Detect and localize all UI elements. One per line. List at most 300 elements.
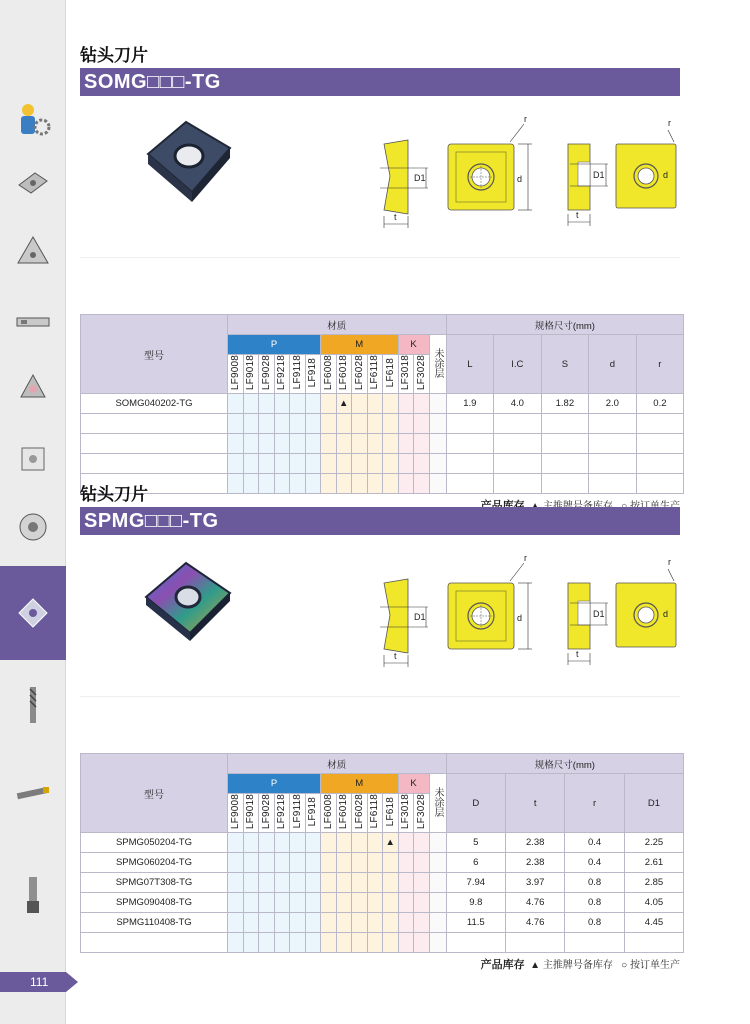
grade-cell xyxy=(321,394,337,414)
grade-cell xyxy=(383,893,399,913)
worker-gear-icon xyxy=(13,101,53,141)
grade-cell xyxy=(290,414,306,434)
grade-cell xyxy=(352,833,368,853)
model-cell xyxy=(81,434,228,454)
grade-cell xyxy=(414,913,430,933)
col-d: D xyxy=(446,774,505,833)
grade-header: LF3028 xyxy=(414,794,430,833)
grade-cell xyxy=(352,434,368,454)
col-s: S xyxy=(541,335,589,394)
grade-cell xyxy=(228,394,244,414)
spec-value-cell: 0.4 xyxy=(565,833,624,853)
grade-cell xyxy=(243,394,259,414)
grade-cell xyxy=(321,933,337,953)
sidebar-item-square-inserts[interactable] xyxy=(0,426,66,492)
threading-insert-icon xyxy=(13,367,53,407)
model-cell xyxy=(81,414,228,434)
grade-header: LF9018 xyxy=(243,794,259,833)
spec-value-cell: 4.0 xyxy=(494,394,542,414)
grade-header: LF6008 xyxy=(321,355,337,394)
insert-drawing xyxy=(80,535,680,697)
grade-cell xyxy=(383,873,399,893)
triangle-insert-icon xyxy=(13,231,53,271)
grade-cell xyxy=(321,913,337,933)
grade-cell xyxy=(259,933,275,953)
grade-cell xyxy=(243,933,259,953)
grade-cell xyxy=(290,893,306,913)
group-p: P xyxy=(228,335,321,355)
grade-cell xyxy=(274,893,290,913)
spec-value-cell: 0.8 xyxy=(565,873,624,893)
table-row xyxy=(81,853,684,873)
spec-value-cell: 4.05 xyxy=(624,893,683,913)
grade-cell xyxy=(274,454,290,474)
spec-value-cell: 0.2 xyxy=(636,394,684,414)
spec-value-cell: 2.38 xyxy=(506,853,565,873)
table-row xyxy=(81,833,684,853)
spec-value-cell xyxy=(541,434,589,454)
model-cell: SPMG060204-TG xyxy=(81,853,228,873)
grade-cell xyxy=(305,933,321,953)
col-r: r xyxy=(565,774,624,833)
grade-cell xyxy=(336,414,352,434)
grade-header: LF618 xyxy=(383,355,399,394)
group-p: P xyxy=(228,774,321,794)
d-label: d xyxy=(517,613,523,623)
section-somg xyxy=(80,44,680,514)
grade-cell xyxy=(274,414,290,434)
grade-cell xyxy=(367,913,383,933)
grade-cell xyxy=(336,853,352,873)
grade-cell xyxy=(228,853,244,873)
table-row xyxy=(81,933,684,953)
category-sidebar xyxy=(0,0,66,1024)
grade-cell xyxy=(274,933,290,953)
spec-value-cell: 5 xyxy=(446,833,505,853)
spec-value-cell xyxy=(446,414,494,434)
sidebar-item-drill-inserts[interactable] xyxy=(0,566,66,660)
turning-insert-icon xyxy=(13,163,53,203)
uncoated-cell xyxy=(429,933,446,953)
grade-cell xyxy=(367,873,383,893)
grade-cell xyxy=(414,454,430,474)
indexable-drill-icon xyxy=(13,875,53,915)
grade-cell xyxy=(228,414,244,434)
sidebar-item-turning-inserts[interactable] xyxy=(0,150,66,216)
grade-cell xyxy=(352,933,368,953)
spec-value-cell: 2.61 xyxy=(624,853,683,873)
grade-cell xyxy=(336,434,352,454)
grade-cell xyxy=(414,833,430,853)
uncoated-cell xyxy=(429,873,446,893)
model-cell: SOMG040202-TG xyxy=(81,394,228,414)
spec-value-cell xyxy=(506,933,565,953)
uncoated-header: 未涂层 xyxy=(429,335,446,394)
grade-header: LF9218 xyxy=(274,794,290,833)
grade-cell xyxy=(398,394,414,414)
spec-value-cell xyxy=(446,454,494,474)
grade-cell xyxy=(305,414,321,434)
grade-cell xyxy=(290,873,306,893)
table-row xyxy=(81,873,684,893)
grade-cell xyxy=(398,893,414,913)
table-row xyxy=(81,913,684,933)
grade-cell xyxy=(290,853,306,873)
grade-cell xyxy=(290,833,306,853)
sidebar-item-turning-tools[interactable] xyxy=(0,88,66,154)
spec-value-cell: 6 xyxy=(446,853,505,873)
grade-header: LF3018 xyxy=(398,355,414,394)
grade-cell xyxy=(243,913,259,933)
col-l: L xyxy=(446,335,494,394)
insert-dimension-views xyxy=(290,96,680,258)
grade-cell xyxy=(367,853,383,873)
spec-value-cell: 7.94 xyxy=(446,873,505,893)
r-label-2: r xyxy=(668,118,671,128)
sidebar-item-threading-inserts[interactable] xyxy=(0,354,66,420)
grade-cell xyxy=(383,913,399,933)
stock-mark: ▲ xyxy=(383,833,399,853)
grade-cell xyxy=(352,414,368,434)
spec-table xyxy=(80,753,684,953)
group-k: K xyxy=(398,335,429,355)
spec-header: 规格尺寸(mm) xyxy=(446,315,684,335)
model-header: 型号 xyxy=(81,754,228,833)
col-d1: D1 xyxy=(624,774,683,833)
grade-cell xyxy=(383,933,399,953)
insert-photo xyxy=(140,553,236,649)
model-code: SOMG□□□-TG xyxy=(84,71,221,93)
end-mill-icon xyxy=(13,685,53,725)
spec-value-cell xyxy=(589,454,637,474)
uncoated-cell xyxy=(429,414,446,434)
grade-cell xyxy=(398,933,414,953)
grade-cell xyxy=(228,933,244,953)
sidebar-item-grooving-inserts[interactable] xyxy=(0,288,66,354)
grade-cell xyxy=(414,893,430,913)
grade-header: LF9118 xyxy=(290,794,306,833)
d1-label: D1 xyxy=(414,612,426,622)
spec-value-cell xyxy=(446,434,494,454)
grade-header: LF9008 xyxy=(228,794,244,833)
grade-cell xyxy=(367,833,383,853)
grade-cell xyxy=(398,434,414,454)
grade-cell xyxy=(336,933,352,953)
grade-header: LF9028 xyxy=(259,355,275,394)
grade-cell xyxy=(367,434,383,454)
grade-cell xyxy=(367,454,383,474)
table-row xyxy=(81,893,684,913)
grade-cell xyxy=(228,873,244,893)
grade-cell xyxy=(259,394,275,414)
spec-value-cell xyxy=(494,414,542,434)
grade-cell xyxy=(259,833,275,853)
grade-header: LF3028 xyxy=(414,355,430,394)
grade-cell xyxy=(367,394,383,414)
stock-legend: 产品库存 ▲ 主推牌号备库存 ○ 按订单生产 xyxy=(480,959,680,972)
model-header: 型号 xyxy=(81,315,228,394)
grade-header: LF6118 xyxy=(367,355,383,394)
grade-cell xyxy=(274,434,290,454)
grade-cell xyxy=(305,454,321,474)
grade-cell xyxy=(305,893,321,913)
grade-cell xyxy=(398,454,414,474)
spec-value-cell: 4.76 xyxy=(506,913,565,933)
spec-value-cell xyxy=(494,434,542,454)
d-label-2: d xyxy=(663,170,669,180)
grade-cell xyxy=(259,414,275,434)
grade-header: LF9218 xyxy=(274,355,290,394)
spec-value-cell xyxy=(636,434,684,454)
grade-cell xyxy=(383,434,399,454)
sidebar-item-indexable-drills[interactable] xyxy=(0,860,66,930)
grade-cell xyxy=(305,913,321,933)
col-ic: I.C xyxy=(494,335,542,394)
table-body xyxy=(81,833,684,953)
spec-value-cell: 3.97 xyxy=(506,873,565,893)
grade-cell xyxy=(367,414,383,434)
col-r: r xyxy=(636,335,684,394)
spec-value-cell xyxy=(624,933,683,953)
table-row xyxy=(81,454,684,474)
uncoated-cell xyxy=(429,833,446,853)
spec-header: 规格尺寸(mm) xyxy=(446,754,684,774)
model-cell xyxy=(81,933,228,953)
grade-cell xyxy=(259,454,275,474)
grade-cell xyxy=(228,833,244,853)
model-cell: SPMG090408-TG xyxy=(81,893,228,913)
spec-value-cell xyxy=(636,414,684,434)
grade-header: LF6018 xyxy=(336,355,352,394)
sidebar-item-end-mills[interactable] xyxy=(0,670,66,740)
grade-cell xyxy=(398,414,414,434)
grade-header: LF6028 xyxy=(352,794,368,833)
uncoated-cell xyxy=(429,454,446,474)
grade-cell xyxy=(414,414,430,434)
uncoated-cell xyxy=(429,913,446,933)
grade-cell xyxy=(367,893,383,913)
col-t: t xyxy=(506,774,565,833)
uncoated-cell xyxy=(429,394,446,414)
grade-cell xyxy=(383,394,399,414)
section-title: 钻头刀片 xyxy=(80,485,148,504)
spec-table xyxy=(80,314,684,494)
d-label-2: d xyxy=(663,609,669,619)
grade-cell xyxy=(228,913,244,933)
grade-cell xyxy=(352,454,368,474)
grade-cell xyxy=(414,394,430,414)
grade-cell xyxy=(259,873,275,893)
table-row xyxy=(81,394,684,414)
group-m: M xyxy=(321,335,399,355)
model-cell: SPMG110408-TG xyxy=(81,913,228,933)
d-label: d xyxy=(517,174,523,184)
grade-cell xyxy=(367,933,383,953)
grade-cell xyxy=(398,873,414,893)
spec-value-cell: 2.85 xyxy=(624,873,683,893)
uncoated-cell xyxy=(429,893,446,913)
r-label-2: r xyxy=(668,557,671,567)
grade-cell xyxy=(414,873,430,893)
grade-cell xyxy=(383,853,399,873)
grade-cell xyxy=(321,434,337,454)
d1-label-2: D1 xyxy=(593,170,605,180)
grade-header: LF6028 xyxy=(352,355,368,394)
grade-cell xyxy=(398,833,414,853)
grade-cell xyxy=(243,873,259,893)
grade-cell xyxy=(383,414,399,434)
spec-value-cell: 2.0 xyxy=(589,394,637,414)
grade-header: LF9018 xyxy=(243,355,259,394)
table-body xyxy=(81,394,684,494)
sidebar-item-boring-bars[interactable] xyxy=(0,760,66,826)
grade-cell xyxy=(305,833,321,853)
grade-cell xyxy=(398,913,414,933)
grade-cell xyxy=(398,853,414,873)
grade-cell xyxy=(243,454,259,474)
grade-cell xyxy=(336,913,352,933)
t-label: t xyxy=(394,651,397,661)
grade-header: LF6118 xyxy=(367,794,383,833)
grade-cell xyxy=(321,454,337,474)
grade-cell xyxy=(259,434,275,454)
grade-header: LF9118 xyxy=(290,355,306,394)
model-cell: SPMG07T308-TG xyxy=(81,873,228,893)
table-row xyxy=(81,434,684,454)
grade-header: LF918 xyxy=(305,794,321,833)
spec-value-cell: 2.38 xyxy=(506,833,565,853)
grade-cell xyxy=(290,434,306,454)
d1-label: D1 xyxy=(414,173,426,183)
grade-header: LF918 xyxy=(305,355,321,394)
grade-cell xyxy=(274,394,290,414)
round-insert-icon xyxy=(13,507,53,547)
grade-cell xyxy=(321,893,337,913)
grade-cell xyxy=(352,394,368,414)
grade-cell xyxy=(305,873,321,893)
material-header: 材质 xyxy=(228,315,447,335)
model-cell xyxy=(81,454,228,474)
spec-value-cell xyxy=(589,414,637,434)
grade-cell xyxy=(274,853,290,873)
grade-header: LF9008 xyxy=(228,355,244,394)
spec-value-cell xyxy=(446,933,505,953)
grade-cell xyxy=(336,893,352,913)
grade-cell xyxy=(274,873,290,893)
grade-cell xyxy=(243,833,259,853)
insert-drawing xyxy=(80,96,680,258)
grade-header: LF6018 xyxy=(336,794,352,833)
uncoated-cell xyxy=(429,853,446,873)
grade-cell xyxy=(352,893,368,913)
spec-value-cell xyxy=(541,454,589,474)
spec-value-cell xyxy=(636,454,684,474)
sidebar-item-triangle-inserts[interactable] xyxy=(0,218,66,284)
grade-cell xyxy=(414,933,430,953)
grade-cell xyxy=(336,454,352,474)
grade-cell xyxy=(243,434,259,454)
grade-cell xyxy=(414,853,430,873)
r-label: r xyxy=(524,553,527,563)
spec-value-cell xyxy=(589,434,637,454)
group-m: M xyxy=(321,774,399,794)
grade-cell xyxy=(243,414,259,434)
material-header: 材质 xyxy=(228,754,447,774)
grade-cell xyxy=(321,853,337,873)
grade-cell xyxy=(290,394,306,414)
table-row xyxy=(81,414,684,434)
grade-cell xyxy=(321,873,337,893)
model-code: SPMG□□□-TG xyxy=(84,510,219,532)
spec-value-cell: 4.45 xyxy=(624,913,683,933)
spec-value-cell: 0.8 xyxy=(565,893,624,913)
grade-cell xyxy=(259,913,275,933)
grade-cell xyxy=(352,913,368,933)
spec-value-cell: 0.8 xyxy=(565,913,624,933)
r-label: r xyxy=(524,114,527,124)
grade-cell xyxy=(290,913,306,933)
stock-mark: ▲ xyxy=(336,394,352,414)
d1-label-2: D1 xyxy=(593,609,605,619)
spec-value-cell: 9.8 xyxy=(446,893,505,913)
spec-value-cell: 0.4 xyxy=(565,853,624,873)
grade-cell xyxy=(352,873,368,893)
grade-cell xyxy=(228,454,244,474)
group-k: K xyxy=(398,774,429,794)
grade-cell xyxy=(259,853,275,873)
grooving-insert-icon xyxy=(13,301,53,341)
uncoated-header: 未涂层 xyxy=(429,774,446,833)
section-spmg xyxy=(80,483,680,973)
insert-dimension-views xyxy=(290,535,680,697)
grade-cell xyxy=(228,893,244,913)
grade-cell xyxy=(414,434,430,454)
grade-cell xyxy=(274,913,290,933)
uncoated-cell xyxy=(429,434,446,454)
grade-cell xyxy=(305,434,321,454)
t-label-2: t xyxy=(576,210,579,220)
spec-value-cell: 1.9 xyxy=(446,394,494,414)
grade-header: LF6008 xyxy=(321,794,337,833)
grade-header: LF618 xyxy=(383,794,399,833)
t-label-2: t xyxy=(576,649,579,659)
page-number: 111 xyxy=(0,972,66,992)
model-code-bar xyxy=(80,507,680,535)
grade-cell xyxy=(243,893,259,913)
grade-cell xyxy=(321,414,337,434)
spec-value-cell: 1.82 xyxy=(541,394,589,414)
model-code-bar xyxy=(80,68,680,96)
drill-insert-icon xyxy=(13,593,53,633)
boring-bar-icon xyxy=(13,773,53,813)
section-title: 钻头刀片 xyxy=(80,46,148,65)
grade-header: LF3018 xyxy=(398,794,414,833)
spec-value-cell xyxy=(565,933,624,953)
grade-cell xyxy=(352,853,368,873)
model-cell: SPMG050204-TG xyxy=(81,833,228,853)
spec-value-cell: 11.5 xyxy=(446,913,505,933)
grade-cell xyxy=(259,893,275,913)
grade-cell xyxy=(243,853,259,873)
spec-value-cell xyxy=(494,454,542,474)
sidebar-item-round-inserts[interactable] xyxy=(0,494,66,560)
insert-photo xyxy=(140,114,236,210)
grade-cell xyxy=(274,833,290,853)
grade-cell xyxy=(290,933,306,953)
spec-value-cell: 2.25 xyxy=(624,833,683,853)
spec-value-cell: 4.76 xyxy=(506,893,565,913)
grade-cell xyxy=(383,454,399,474)
